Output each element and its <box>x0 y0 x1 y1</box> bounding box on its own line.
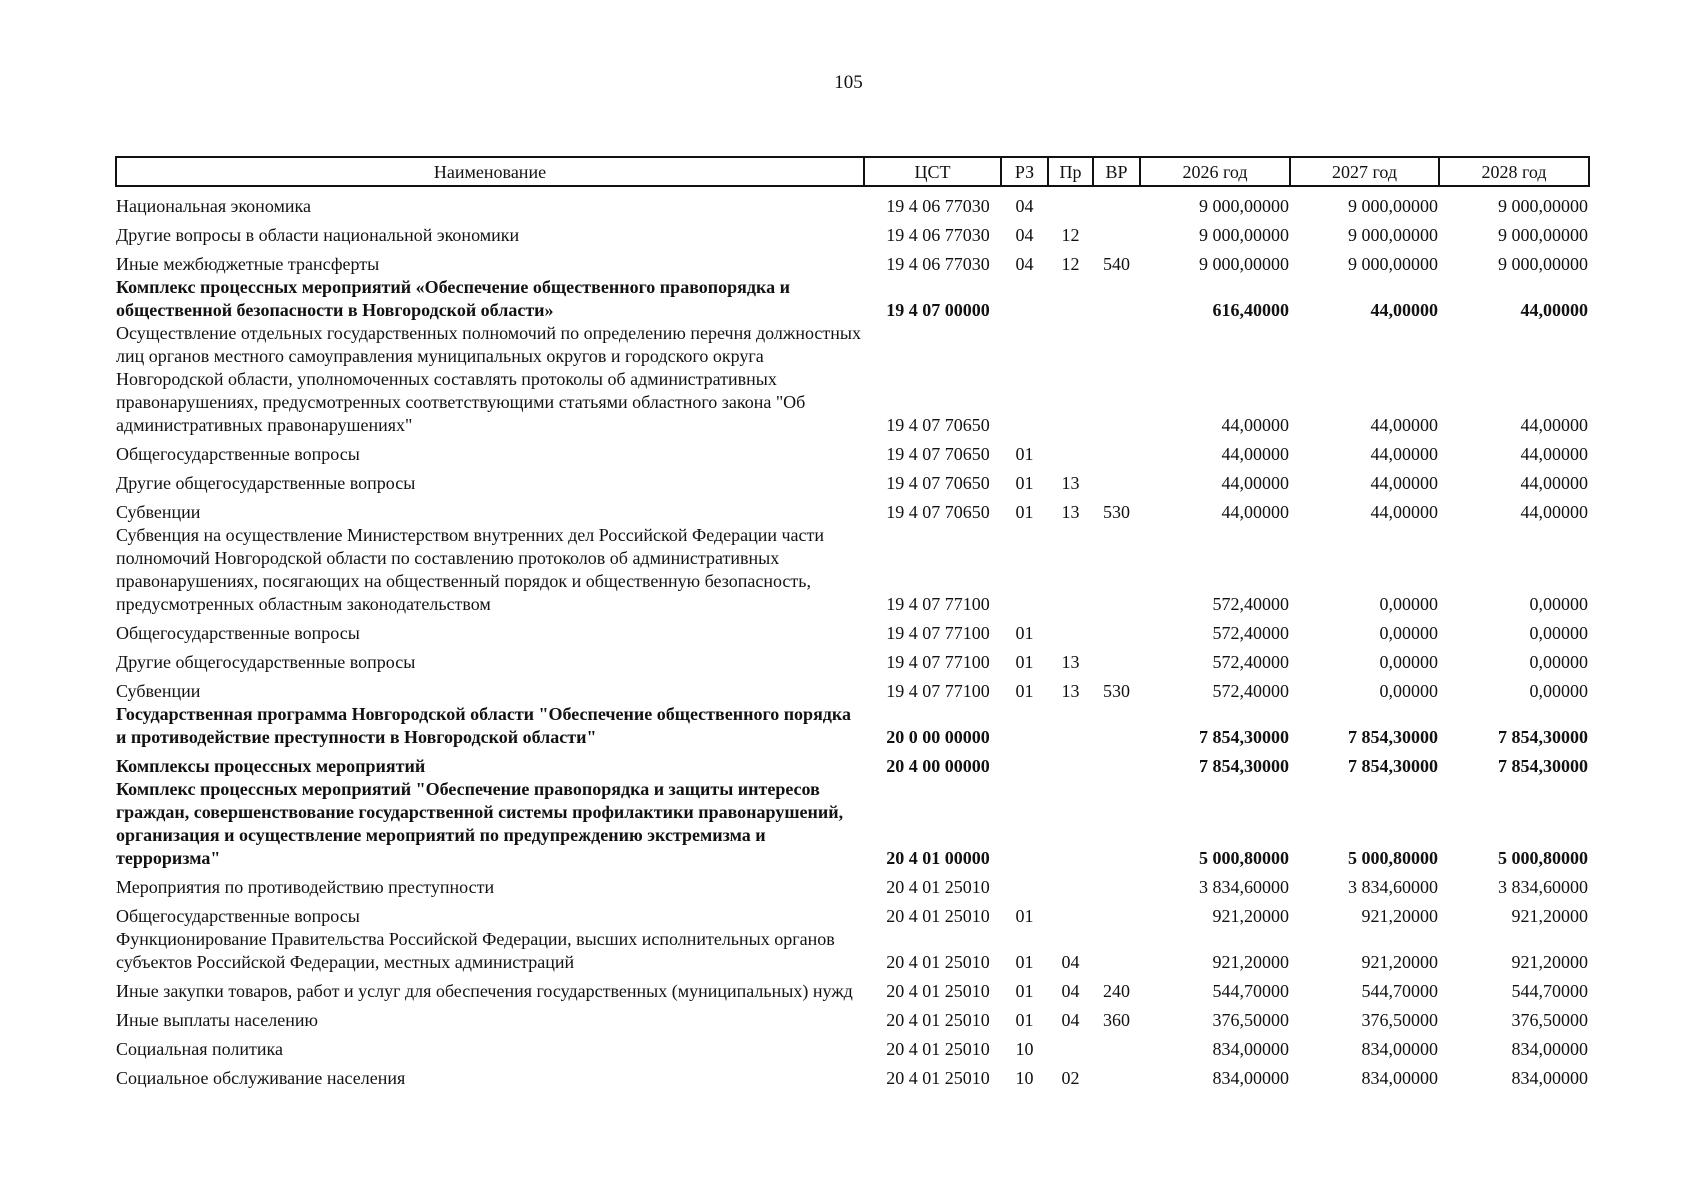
column-header-2026: 2026 год <box>1140 157 1290 186</box>
cell-name: Субвенции <box>116 681 201 701</box>
cell-2028: 44,00000 <box>1520 473 1588 493</box>
cell-2027: 834,00000 <box>1361 1039 1438 1059</box>
cell-vr <box>1093 437 1140 466</box>
cell-rz <box>1001 703 1048 749</box>
cell-2028: 834,00000 <box>1511 1039 1588 1059</box>
cell-2028: 0,00000 <box>1529 681 1588 701</box>
cell-name: Социальное обслуживание населения <box>116 1068 406 1088</box>
column-header-2028: 2028 год <box>1439 157 1589 186</box>
cell-2026: 7 854,30000 <box>1199 727 1289 747</box>
cell-vr <box>1093 645 1140 674</box>
cell-name: Общегосударственные вопросы <box>116 444 360 464</box>
table-row <box>116 645 1589 674</box>
cell-name: Комплекс процессных мероприятий "Обеспечение правопорядка и защиты интересов граждан, совершенствование государственной системы профилактики правонарушений, организация и осуществление мероприятий по предупреждению экстремизма и терроризма" <box>116 779 844 868</box>
cell-name: Государственная программа Новгородской области "Обеспечение общественного порядка и противодействие преступности в Новгородской области" <box>116 704 852 747</box>
cell-2026: 572,40000 <box>1212 623 1289 643</box>
cell-2027: 9 000,00000 <box>1348 225 1438 245</box>
cell-pr <box>1048 1032 1093 1061</box>
cell-2027: 3 834,60000 <box>1348 877 1438 897</box>
cell-2028: 3 834,60000 <box>1498 877 1588 897</box>
cell-pr: 04 <box>1061 981 1080 1001</box>
cell-2027: 0,00000 <box>1379 681 1438 701</box>
cell-vr <box>1093 186 1140 218</box>
cell-2026: 921,20000 <box>1212 906 1289 926</box>
cell-rz: 10 <box>1015 1039 1034 1059</box>
cell-2026: 376,50000 <box>1212 1010 1289 1030</box>
cell-name: Функционирование Правительства Российской Федерации, высших исполнительных органов субъектов Российской Федерации, местных администраций <box>116 929 835 972</box>
cell-2027: 44,00000 <box>1370 300 1438 320</box>
cell-2028: 921,20000 <box>1511 952 1588 972</box>
cell-cst: 19 4 06 77030 <box>886 196 990 216</box>
cell-2028: 0,00000 <box>1529 594 1588 614</box>
cell-pr: 12 <box>1061 225 1080 245</box>
cell-2028: 44,00000 <box>1520 502 1588 522</box>
table-row <box>116 928 1589 974</box>
cell-2026: 544,70000 <box>1212 981 1289 1001</box>
cell-cst: 20 4 01 25010 <box>886 906 990 926</box>
cell-2028: 5 000,80000 <box>1498 848 1588 868</box>
cell-2027: 921,20000 <box>1361 906 1438 926</box>
cell-name: Комплексы процессных мероприятий <box>116 756 426 776</box>
cell-name: Мероприятия по противодействию преступности <box>116 877 495 897</box>
cell-2027: 44,00000 <box>1370 502 1438 522</box>
cell-rz: 01 <box>1015 652 1034 672</box>
cell-2026: 572,40000 <box>1212 594 1289 614</box>
cell-2027: 376,50000 <box>1361 1010 1438 1030</box>
table-row <box>116 778 1589 870</box>
table-row <box>116 466 1589 495</box>
cell-vr: 530 <box>1103 681 1130 701</box>
cell-pr <box>1048 437 1093 466</box>
cell-cst: 20 0 00 00000 <box>886 727 990 747</box>
cell-cst: 20 4 01 25010 <box>886 952 990 972</box>
cell-cst: 20 4 01 25010 <box>886 1039 990 1059</box>
cell-2026: 44,00000 <box>1221 415 1289 435</box>
cell-2026: 44,00000 <box>1221 502 1289 522</box>
cell-name: Субвенции <box>116 502 201 522</box>
cell-pr <box>1048 778 1093 870</box>
table-row <box>116 899 1589 928</box>
cell-pr: 02 <box>1061 1068 1080 1088</box>
cell-2028: 7 854,30000 <box>1498 756 1588 776</box>
cell-vr: 240 <box>1103 981 1130 1001</box>
cell-2028: 834,00000 <box>1511 1068 1588 1088</box>
cell-rz: 01 <box>1015 473 1034 493</box>
cell-2028: 376,50000 <box>1511 1010 1588 1030</box>
cell-name: Национальная экономика <box>116 196 311 216</box>
table-row <box>116 186 1589 218</box>
cell-vr: 540 <box>1103 254 1130 274</box>
table-row <box>116 616 1589 645</box>
cell-pr <box>1048 186 1093 218</box>
cell-pr <box>1048 870 1093 899</box>
cell-rz: 01 <box>1015 681 1034 701</box>
cell-vr <box>1093 276 1140 322</box>
cell-rz <box>1001 749 1048 778</box>
cell-cst: 19 4 07 70650 <box>886 502 990 522</box>
cell-cst: 19 4 07 77100 <box>886 594 990 614</box>
cell-2026: 921,20000 <box>1212 952 1289 972</box>
cell-rz <box>1001 524 1048 616</box>
cell-cst: 20 4 01 25010 <box>886 1010 990 1030</box>
table-row <box>116 322 1589 437</box>
cell-2028: 44,00000 <box>1520 444 1588 464</box>
cell-name: Другие вопросы в области национальной экономики <box>116 225 520 245</box>
cell-cst: 19 4 07 77100 <box>886 623 990 643</box>
cell-cst: 20 4 01 25010 <box>886 1068 990 1088</box>
cell-name: Социальная политика <box>116 1039 283 1059</box>
cell-cst: 19 4 06 77030 <box>886 225 990 245</box>
cell-cst: 19 4 07 77100 <box>886 681 990 701</box>
cell-2027: 44,00000 <box>1370 473 1438 493</box>
cell-2026: 7 854,30000 <box>1199 756 1289 776</box>
table-row <box>116 524 1589 616</box>
cell-vr <box>1093 322 1140 437</box>
cell-2028: 9 000,00000 <box>1498 254 1588 274</box>
cell-name: Общегосударственные вопросы <box>116 623 360 643</box>
table-row <box>116 1061 1589 1090</box>
cell-cst: 19 4 07 70650 <box>886 444 990 464</box>
table-row <box>116 974 1589 1003</box>
cell-2026: 9 000,00000 <box>1199 196 1289 216</box>
cell-rz <box>1001 276 1048 322</box>
cell-2026: 572,40000 <box>1212 652 1289 672</box>
cell-rz: 04 <box>1015 225 1034 245</box>
cell-vr <box>1093 870 1140 899</box>
cell-pr <box>1048 899 1093 928</box>
cell-pr <box>1048 703 1093 749</box>
cell-vr <box>1093 928 1140 974</box>
cell-pr: 12 <box>1061 254 1080 274</box>
cell-cst: 20 4 01 25010 <box>886 877 990 897</box>
cell-cst: 20 4 00 00000 <box>886 756 990 776</box>
cell-2028: 9 000,00000 <box>1498 225 1588 245</box>
cell-2027: 834,00000 <box>1361 1068 1438 1088</box>
cell-vr <box>1093 466 1140 495</box>
cell-2026: 44,00000 <box>1221 444 1289 464</box>
cell-2026: 834,00000 <box>1212 1068 1289 1088</box>
cell-name: Общегосударственные вопросы <box>116 906 360 926</box>
cell-vr <box>1093 1061 1140 1090</box>
cell-name: Иные выплаты населению <box>116 1010 318 1030</box>
cell-2027: 9 000,00000 <box>1348 254 1438 274</box>
cell-cst: 19 4 07 70650 <box>886 415 990 435</box>
cell-vr <box>1093 703 1140 749</box>
table-row <box>116 247 1589 276</box>
cell-2027: 544,70000 <box>1361 981 1438 1001</box>
cell-pr: 13 <box>1061 681 1080 701</box>
cell-2027: 44,00000 <box>1370 415 1438 435</box>
cell-name: Субвенция на осуществление Министерством внутренних дел Российской Федерации части полномочий Новгородской области по составлению протоколов об административных правонарушениях, посягающих на общественный порядок и общественную безопасность, предусмотренных областным законодательством <box>116 525 825 614</box>
table-row <box>116 703 1589 749</box>
column-header-vr: ВР <box>1093 157 1140 186</box>
cell-vr <box>1093 899 1140 928</box>
cell-2028: 544,70000 <box>1511 981 1588 1001</box>
cell-rz: 01 <box>1015 444 1034 464</box>
cell-2027: 921,20000 <box>1361 952 1438 972</box>
cell-2027: 7 854,30000 <box>1348 756 1438 776</box>
cell-cst: 20 4 01 00000 <box>886 848 990 868</box>
cell-name: Другие общегосударственные вопросы <box>116 652 416 672</box>
table-row <box>116 1032 1589 1061</box>
table-row <box>116 218 1589 247</box>
cell-pr: 13 <box>1061 502 1080 522</box>
cell-2028: 0,00000 <box>1529 623 1588 643</box>
cell-2028: 9 000,00000 <box>1498 196 1588 216</box>
cell-vr <box>1093 749 1140 778</box>
cell-rz: 01 <box>1015 906 1034 926</box>
cell-pr <box>1048 322 1093 437</box>
cell-rz: 01 <box>1015 981 1034 1001</box>
column-header-rz: РЗ <box>1001 157 1048 186</box>
cell-cst: 19 4 06 77030 <box>886 254 990 274</box>
cell-2028: 0,00000 <box>1529 652 1588 672</box>
cell-2028: 921,20000 <box>1511 906 1588 926</box>
cell-cst: 19 4 07 70650 <box>886 473 990 493</box>
cell-vr <box>1093 524 1140 616</box>
cell-2026: 44,00000 <box>1221 473 1289 493</box>
cell-rz: 01 <box>1015 502 1034 522</box>
cell-2026: 3 834,60000 <box>1199 877 1289 897</box>
cell-pr <box>1048 524 1093 616</box>
cell-2026: 572,40000 <box>1212 681 1289 701</box>
table-row <box>116 749 1589 778</box>
cell-pr: 04 <box>1061 952 1080 972</box>
cell-name: Комплекс процессных мероприятий «Обеспечение общественного правопорядка и общественной безопасности в Новгородской области» <box>116 277 790 320</box>
table-body <box>116 186 1589 1090</box>
cell-pr: 13 <box>1061 652 1080 672</box>
cell-vr <box>1093 778 1140 870</box>
cell-vr: 530 <box>1103 502 1130 522</box>
table-row <box>116 495 1589 524</box>
cell-rz <box>1001 870 1048 899</box>
cell-pr <box>1048 749 1093 778</box>
cell-pr <box>1048 276 1093 322</box>
cell-pr <box>1048 616 1093 645</box>
cell-2026: 834,00000 <box>1212 1039 1289 1059</box>
column-header-pr: Пр <box>1048 157 1093 186</box>
cell-vr: 360 <box>1103 1010 1130 1030</box>
cell-vr <box>1093 1032 1140 1061</box>
cell-vr <box>1093 218 1140 247</box>
cell-rz <box>1001 778 1048 870</box>
cell-rz: 04 <box>1015 196 1034 216</box>
cell-2027: 7 854,30000 <box>1348 727 1438 747</box>
cell-pr: 04 <box>1061 1010 1080 1030</box>
table-row <box>116 276 1589 322</box>
cell-cst: 19 4 07 77100 <box>886 652 990 672</box>
cell-rz <box>1001 322 1048 437</box>
budget-table <box>115 156 1590 1090</box>
cell-2027: 5 000,80000 <box>1348 848 1438 868</box>
cell-rz: 04 <box>1015 254 1034 274</box>
cell-2026: 9 000,00000 <box>1199 254 1289 274</box>
column-header-2027: 2027 год <box>1290 157 1439 186</box>
cell-name: Иные закупки товаров, работ и услуг для обеспечения государственных (муниципальных) нужд <box>116 981 853 1001</box>
cell-name: Другие общегосударственные вопросы <box>116 473 416 493</box>
table-row <box>116 1003 1589 1032</box>
cell-2026: 9 000,00000 <box>1199 225 1289 245</box>
cell-2027: 44,00000 <box>1370 444 1438 464</box>
cell-pr: 13 <box>1061 473 1080 493</box>
table-row <box>116 437 1589 466</box>
cell-2028: 44,00000 <box>1520 300 1588 320</box>
cell-rz: 01 <box>1015 623 1034 643</box>
column-header-cst: ЦСТ <box>864 157 1001 186</box>
table-header-row <box>116 157 1589 186</box>
cell-vr <box>1093 616 1140 645</box>
table-row <box>116 870 1589 899</box>
cell-2026: 616,40000 <box>1212 300 1289 320</box>
cell-2027: 0,00000 <box>1379 652 1438 672</box>
cell-2027: 0,00000 <box>1379 594 1438 614</box>
cell-cst: 20 4 01 25010 <box>886 981 990 1001</box>
cell-name: Иные межбюджетные трансферты <box>116 254 380 274</box>
cell-rz: 01 <box>1015 1010 1034 1030</box>
cell-cst: 19 4 07 00000 <box>886 300 990 320</box>
column-header-name: Наименование <box>116 157 864 186</box>
cell-2026: 5 000,80000 <box>1199 848 1289 868</box>
cell-name: Осуществление отдельных государственных полномочий по определению перечня должностных лиц органов местного самоуправления муниципальных округов и городского округа Новгородской области, уполномоченных составлять протоколы об административных правонарушениях, предусмотренных соответствующими статьями областного закона "Об административных правонарушениях" <box>116 323 861 435</box>
cell-2027: 9 000,00000 <box>1348 196 1438 216</box>
page-number: 105 <box>834 72 863 93</box>
cell-rz: 01 <box>1015 952 1034 972</box>
table-row <box>116 674 1589 703</box>
cell-2027: 0,00000 <box>1379 623 1438 643</box>
cell-2028: 7 854,30000 <box>1498 727 1588 747</box>
cell-2028: 44,00000 <box>1520 415 1588 435</box>
cell-rz: 10 <box>1015 1068 1034 1088</box>
